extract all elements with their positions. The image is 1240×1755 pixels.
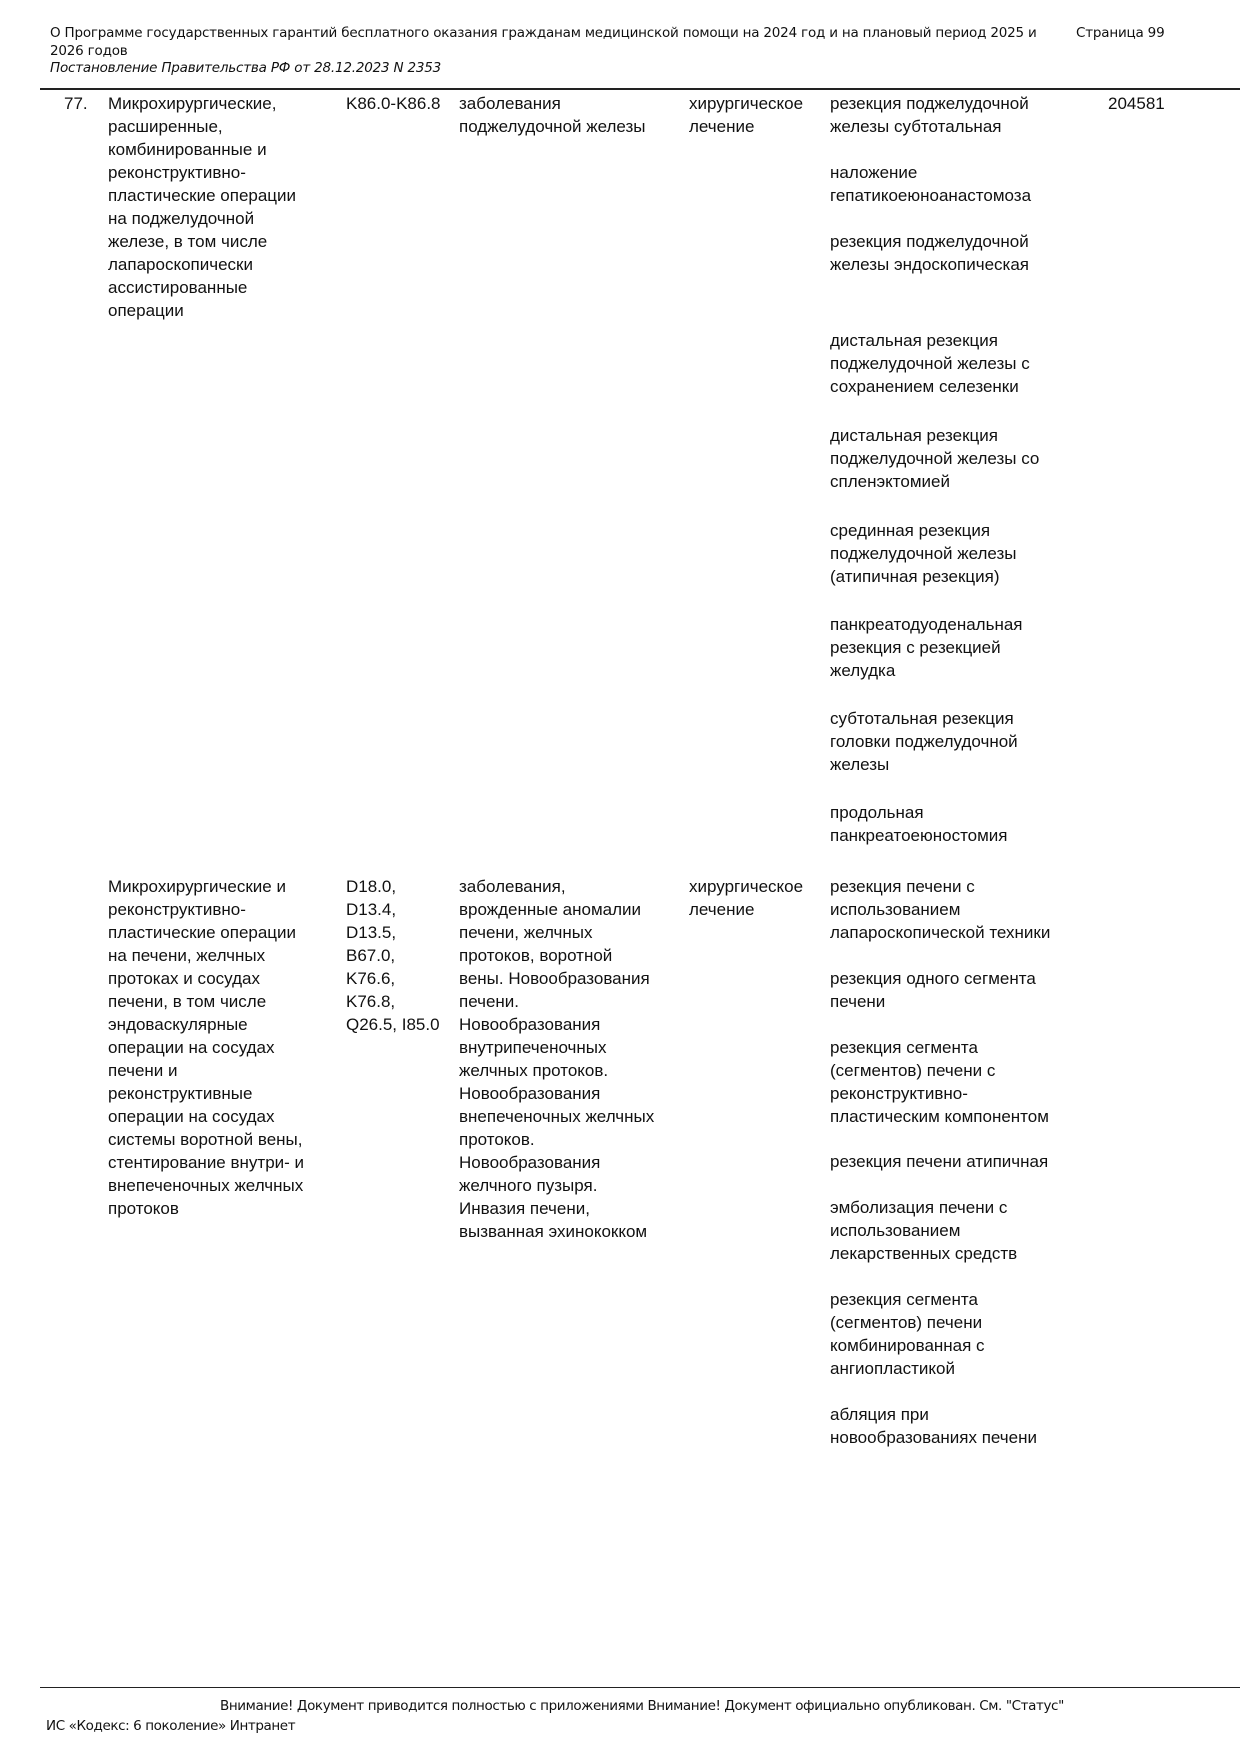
icd-codes: D18.0, D13.4, D13.5, B67.0, K76.6, K76.8, Q26.5, I85.0	[346, 877, 440, 1034]
row-number: 77.	[64, 94, 88, 113]
treatment-method: панкреатодуоденальная резекция с резекцией желудка	[830, 615, 1023, 680]
disease-model: заболевания, врожденные аномалии печени, желчных протоков, воротной вены. Новообразования печени. Новообразования внутрипеченочных желчных протоков. Новообразования внепеченочных желчных протоков. Новообразования желчного пузыря. Инвазия печени, вызванная эхинококком	[459, 877, 655, 1241]
treatment-method: абляция при новообразованиях печени	[830, 1405, 1038, 1447]
treatment-method: резекция поджелудочной железы субтотальная	[830, 94, 1029, 136]
treatment-method: резекция одного сегмента печени	[830, 969, 1036, 1011]
treatment-method: резекция сегмента (сегментов) печени с реконструктивно- пластическим компонентом	[830, 1038, 1049, 1126]
treatment-method: продольная панкреатоеюностомия	[830, 803, 1008, 845]
treatment-method: резекция печени атипичная	[830, 1152, 1049, 1171]
treatment-method: дистальная резекция поджелудочной железы со спленэктомией	[830, 426, 1040, 491]
disease-model: заболевания поджелудочной железы	[459, 94, 646, 136]
treatment-method: резекция поджелудочной железы эндоскопическая	[830, 232, 1030, 274]
treatment-method: срединная резекция поджелудочной железы (атипичная резекция)	[830, 521, 1017, 586]
icd-codes: K86.0-K86.8	[346, 94, 441, 113]
footer-notice: Внимание! Документ приводится полностью с приложениями Внимание! Документ официально опубликован. См. "Статус"	[220, 1698, 1064, 1714]
service-name: Микрохирургические, расширенные, комбинированные и реконструктивно- пластические операции на поджелудочной железе, в том числе лапароскопически ассистированные операции	[108, 94, 297, 320]
treatment-method: резекция сегмента (сегментов) печени комбинированная с ангиопластикой	[830, 1290, 985, 1378]
treatment-method: эмболизация печени с использованием лекарственных средств	[830, 1198, 1018, 1263]
header-divider	[40, 88, 1240, 90]
treatment-method: наложение гепатикоеюноанастомоза	[830, 163, 1032, 205]
treatment-type: хирургическое лечение	[689, 877, 804, 919]
document-subtitle: Постановление Правительства РФ от 28.12.2023 N 2353	[50, 60, 442, 76]
treatment-method: дистальная резекция поджелудочной железы с сохранением селезенки	[830, 331, 1030, 396]
footer-divider	[40, 1687, 1240, 1688]
treatment-method: субтотальная резекция головки поджелудочной железы	[830, 709, 1018, 774]
treatment-type: хирургическое лечение	[689, 94, 804, 136]
treatment-method: резекция печени с использованием лапароскопической техники	[830, 877, 1051, 942]
service-name: Микрохирургические и реконструктивно- пластические операции на печени, желчных протоках и сосудах печени, в том числе эндоваскулярные операции на сосудах печени и реконструктивные операции на сосудах системы воротной вены, стентирование внутри- и внепеченочных желчных протоков	[108, 877, 305, 1218]
document-title: О Программе государственных гарантий бесплатного оказания гражданам медицинской помощи на 2024 год и на плановый период 2025 и 2026 годов	[50, 25, 1037, 59]
page-number: Страница 99	[1076, 25, 1165, 41]
cost-value: 204581	[1108, 94, 1165, 113]
footer-system: ИС «Кодекс: 6 поколение» Интранет	[46, 1718, 296, 1734]
